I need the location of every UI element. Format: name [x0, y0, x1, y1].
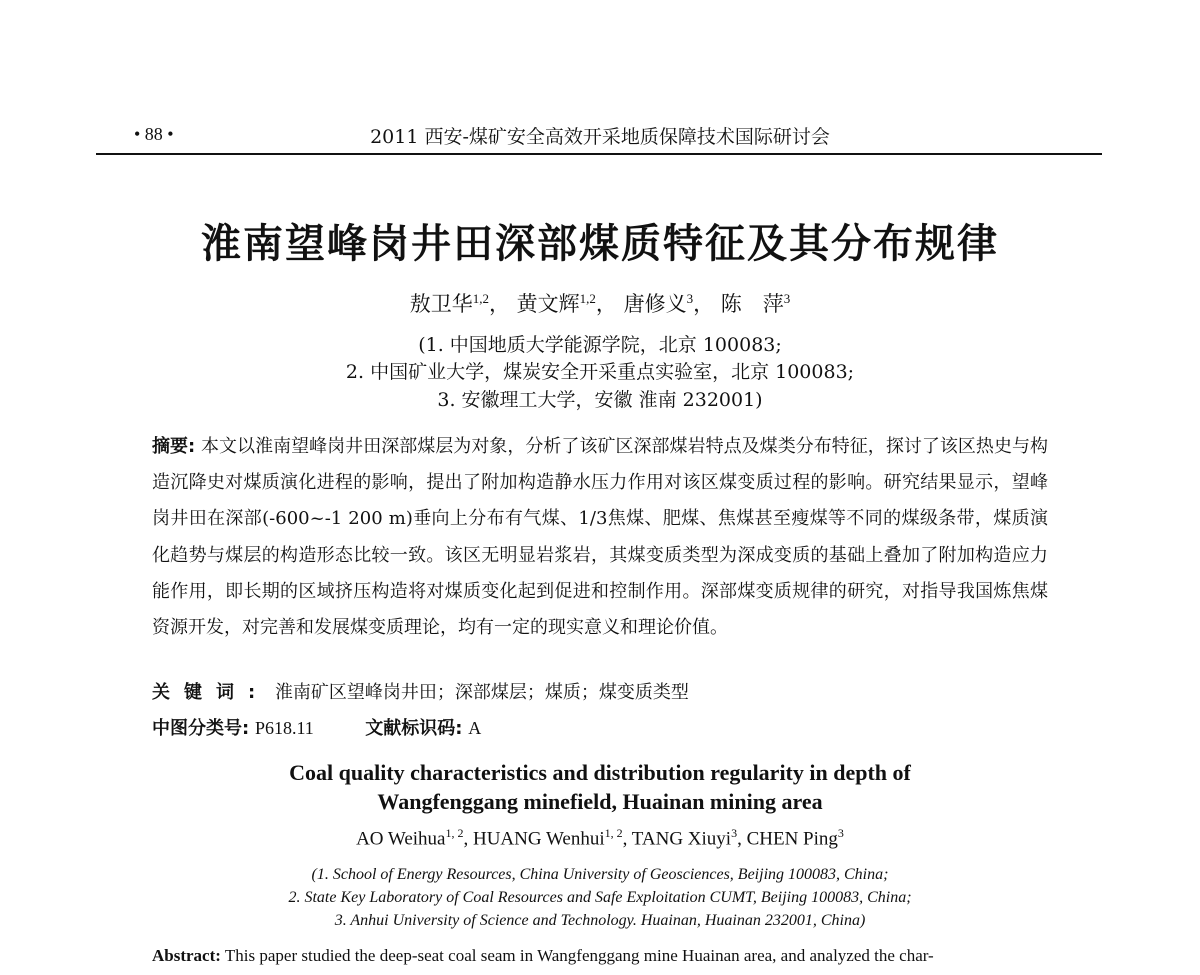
author-affiliation-mark: 1, 2 [445, 826, 464, 840]
abstract-label: 摘要: [152, 436, 196, 457]
author-affiliation-mark: 3 [783, 291, 791, 306]
clc-value: P618.11 [254, 718, 314, 738]
english-abstract [152, 946, 934, 966]
english-affiliation: 2. State Key Laboratory of Coal Resources and Safe Exploitation CUMT, Beijing 100083, China; [288, 889, 912, 906]
chinese-abstract [152, 429, 1048, 646]
chinese-affiliation: 2. 中国矿业大学，煤炭安全开采重点实验室，北京 100083; [345, 361, 855, 383]
author-affiliation-mark: 1, 2 [604, 826, 623, 840]
abstract-label: Abstract: [152, 946, 221, 965]
author-affiliation-mark: 3 [731, 826, 738, 840]
author-name: 黄文辉 [516, 292, 580, 316]
journal-header: 2011 西安-煤矿安全高效开采地质保障技术国际研讨会 [370, 126, 830, 148]
chinese-affiliation: (1. 中国地质大学能源学院，北京 100083; [418, 334, 782, 356]
author-affiliation-mark: 3 [686, 291, 694, 306]
chinese-authors: 敖卫华$^{1,2}$， 黄文辉$^{1,2}$， 唐修义$^3$， 陈 萍$^3$ [409, 291, 791, 316]
doc-code-label: 文献标识码: [365, 718, 463, 739]
keywords-label: 关键词: [152, 682, 270, 703]
chinese-title: 淮南望峰岗井田深部煤质特征及其分布规律 [201, 221, 999, 267]
header-rule [96, 153, 1102, 155]
keywords-text: 淮南矿区望峰岗井田；深部煤层；煤质；煤变质类型 [274, 682, 689, 703]
author-name: 陈 萍 [720, 292, 784, 316]
chinese-keywords [152, 678, 689, 704]
author-name: HUANG Wenhui [472, 828, 605, 850]
english-authors: AO Weihua$^{1, 2}$, HUANG Wenhui$^{1, 2}$, TANG Xiuyi$^3$, CHEN Ping$^3$ [356, 826, 844, 850]
english-affiliation: (1. School of Energy Resources, China University of Geosciences, Beijing 100083, China; [311, 866, 889, 883]
page-number: • 88 • [134, 124, 174, 144]
english-affiliation: 3. Anhui University of Science and Technology. Huainan, Huainan 232001, China) [334, 912, 866, 929]
clc-label: 中图分类号: [152, 718, 250, 739]
english-title [0, 758, 1200, 816]
english-title-line: Wangfenggang minefield, Huainan mining area [377, 789, 823, 814]
author-name: CHEN Ping [746, 828, 838, 850]
classification-line [152, 714, 481, 740]
author-affiliation-mark: 3 [837, 826, 844, 840]
author-name: 唐修义 [623, 292, 687, 316]
author-affiliation-mark: 1,2 [472, 291, 489, 306]
author-name: AO Weihua [356, 828, 446, 850]
author-name: 敖卫华 [409, 292, 473, 316]
english-title-line: Coal quality characteristics and distribution regularity in depth of [289, 760, 911, 785]
abstract-text: This paper studied the deep-seat coal seam in Wangfenggang mine Huainan area, and analyzed the char- [224, 946, 934, 965]
abstract-text: 本文以淮南望峰岗井田深部煤层为对象，分析了该矿区深部煤岩特点及煤类分布特征，探讨了该区热史与构造沉降史对煤质演化进程的影响，提出了附加构造静水压力作用对该区煤变质过程的影响。研究结果显示，望峰岗井田在深部(-600~-1 200 m)垂向上分布有气煤、1/3焦煤、肥煤、焦煤甚至瘦煤等不同的煤级条带，煤质演化趋势与煤层的构造形态比较一致。该区无明显岩浆岩，其煤变质类型为深成变质的基础上叠加了附加构造应力能作用，即长期的区域挤压构造将对煤质变化起到促进和控制作用。深部煤变质规律的研究，对指导我国炼焦煤资源开发，对完善和发展煤变质理论，均有一定的现实意义和理论价值。 [152, 436, 1048, 639]
doc-code-value: A [468, 718, 482, 738]
chinese-affiliation: 3. 安徽理工大学，安徽 淮南 232001) [437, 389, 763, 411]
author-affiliation-mark: 1,2 [579, 291, 596, 306]
author-name: TANG Xiuyi [631, 828, 732, 850]
